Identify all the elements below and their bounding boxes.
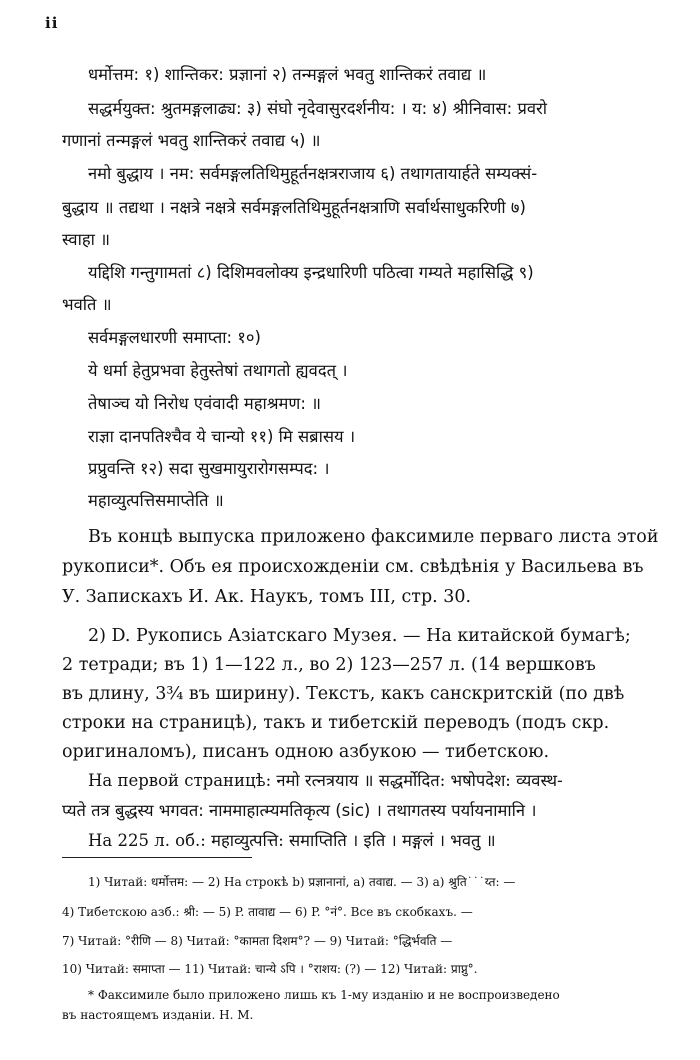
russian-line: оригиналомъ), писанъ одною азбукою — тибетскою. [62, 742, 550, 762]
sanskrit-line: ये धर्मा हेतुप्रभवा हेतुस्तेषां तथागतो ह्यवदत् । [88, 361, 348, 380]
sanskrit-line: स्वाहा ॥ [62, 230, 111, 249]
sanskrit-line: प्रप्रुवन्ति १२) सदा सुखमायुरारोगसम्पद: । [88, 459, 330, 478]
sanskrit-line: महाव्युत्पत्तिसमाप्तेति ॥ [88, 491, 224, 510]
russian-line: въ длину, 3¾ въ ширину). Текстъ, какъ санскритскій (по двѣ [62, 684, 625, 704]
russian-line: У. Запискахъ И. Ак. Наукъ, томъ III, стр. 30. [62, 587, 472, 607]
footnote-line: 4) Тибетскою азб.: श्री: — 5) P. तावाद्य — 6) P. °नं°. Все въ скобкахъ. — [62, 905, 473, 919]
sanskrit-line: नमो बुद्धाय । नम: सर्वमङ्गलतिथिमुहूर्तनक्षत्रराजाय ६) तथागतायार्हते सम्यक्सं- [88, 164, 538, 183]
mixed-line: На 225 л. об.: महाव्युत्पत्ति: समाप्तिति । इति । मङ्गलं । भवतु ॥ [88, 831, 496, 850]
sanskrit-line: सद्धर्मयुक्त: श्रुतमङ्गलाढ्य: ३) संघो नृदेवासुरदर्शनीय: । य: ४) श्रीनिवास: प्रवरो [88, 99, 548, 118]
footnote-divider [62, 857, 252, 858]
sanskrit-line: धर्मोत्तम: १) शान्तिकर: प्रज्ञानां २) तन्मङ्गलं भवतु शान्तिकरं तवाद्य ॥ [88, 65, 487, 84]
russian-line: строки на страницѣ), такъ и тибетскій переводъ (подъ скр. [62, 713, 610, 733]
mixed-line: प्यते तत्र बुद्धस्य भगवत: नाममाहात्म्यमतिकृत्य (sic) । तथागतस्य पर्यायनामानि । [62, 801, 537, 820]
footnote-note: * Факсимиле было приложено лишь къ 1-му изданію и не воспроизведено [88, 988, 560, 1002]
footnote-line: 1) Читай: धर्मोत्तम: — 2) На строкѣ b) प्रज्ञानानां, a) तवाद्य. — 3) a) श्रुति˙˙˙य्त: — [88, 875, 516, 889]
russian-line: 2 тетради; въ 1) 1—122 л., во 2) 123—257 л. (14 вершковъ [62, 655, 596, 675]
sanskrit-line: राज्ञा दानपतिश्चैव ये चान्यो ११) मि सब्रासय । [88, 427, 356, 446]
russian-line: 2) D. Рукопись Азіатскаго Музея. — На китайской бумагѣ; [88, 626, 631, 646]
page-number: ii [45, 14, 59, 32]
sanskrit-line: यद्दिशि गन्तुगामतां ८) दिशिमवलोक्य इन्द्रधारिणी पठित्वा गम्यते महासिद्धि ९) [88, 263, 534, 282]
sanskrit-line: तेषाञ्च यो निरोध एवंवादी महाश्रमण: ॥ [88, 394, 322, 413]
sanskrit-line: बुद्धाय ॥ तद्यथा । नक्षत्रे नक्षत्रे सर्वमङ्गलतिथिमुहूर्तनक्षत्राणि सर्वार्थसाधुकरिणी ७) [62, 198, 526, 217]
footnote-line: 7) Читай: °रीणि — 8) Читай: °कामता दिशम°? — 9) Читай: °द्धिर्भवति — [62, 934, 453, 948]
mixed-line: На первой страницѣ: नमो रत्नत्रयाय ॥ सद्धर्मोदित: भषोपदेश: व्यवस्थ- [88, 771, 563, 790]
sanskrit-line: सर्वमङ्गलधारणी समाप्ता: १०) [88, 328, 261, 347]
sanskrit-line: गणानां तन्मङ्गलं भवतु शान्तिकरं तवाद्य ५) ॥ [62, 131, 321, 150]
footnote-note: въ настоящемъ изданіи. Н. М. [62, 1008, 254, 1022]
footnote-line: 10) Читай: समाप्ता — 11) Читай: चान्ये ऽपि । °राशय: (?) — 12) Читай: प्राप्नु°. [62, 962, 478, 976]
russian-line: рукописи*. Объ ея происхожденіи см. свѣдѣнія у Васильева въ [62, 557, 644, 577]
sanskrit-line: भवति ॥ [62, 295, 112, 314]
russian-line: Въ концѣ выпуска приложено факсимиле перваго листа этой [88, 527, 659, 547]
